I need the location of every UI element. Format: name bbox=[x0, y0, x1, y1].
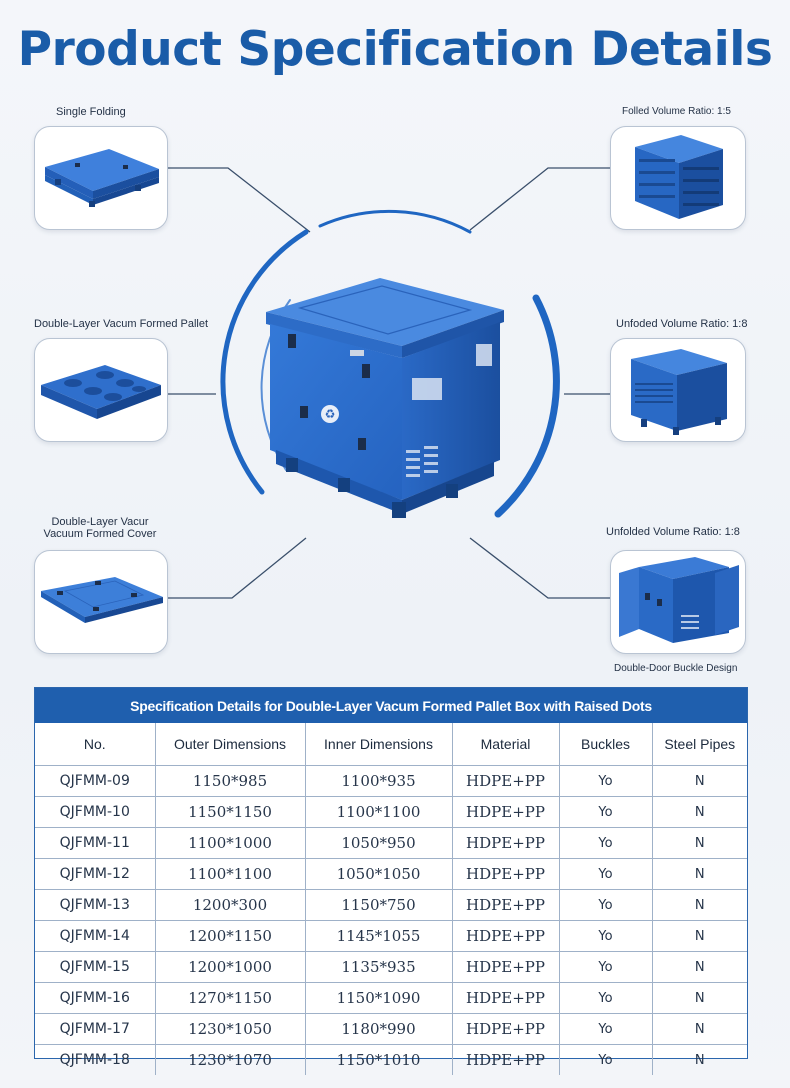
table-cell: QJFMM-18 bbox=[35, 1045, 155, 1076]
spec-grid bbox=[35, 723, 747, 1075]
svg-text:♻: ♻ bbox=[324, 407, 336, 421]
table-cell: QJFMM-10 bbox=[35, 797, 155, 828]
thumb-pallet bbox=[34, 338, 168, 442]
arc-top bbox=[320, 211, 470, 232]
label-single-folding: Single Folding bbox=[56, 106, 126, 118]
table-cell: 1100*1000 bbox=[155, 828, 305, 859]
table-cell: HDPE+PP bbox=[452, 890, 559, 921]
table-cell: QJFMM-17 bbox=[35, 1014, 155, 1045]
table-cell: 1230*1070 bbox=[155, 1045, 305, 1076]
table-cell: Yo bbox=[559, 952, 652, 983]
col-steel-pipes: Steel Pipes bbox=[652, 723, 747, 766]
table-cell: 1050*950 bbox=[305, 828, 452, 859]
connector-folded-ratio bbox=[470, 168, 610, 230]
table-cell: QJFMM-12 bbox=[35, 859, 155, 890]
table-row bbox=[35, 797, 747, 828]
connector-double-door bbox=[470, 538, 610, 598]
table-cell: 1230*1050 bbox=[155, 1014, 305, 1045]
col-inner: Inner Dimensions bbox=[305, 723, 452, 766]
table-row bbox=[35, 1014, 747, 1045]
thumb-unfolded-ratio-1 bbox=[610, 338, 746, 442]
table-cell: HDPE+PP bbox=[452, 921, 559, 952]
label-cover-line1: Double-Layer Vacur bbox=[51, 516, 149, 528]
table-cell: HDPE+PP bbox=[452, 952, 559, 983]
table-cell: N bbox=[652, 952, 747, 983]
table-cell: HDPE+PP bbox=[452, 859, 559, 890]
table-cell: Yo bbox=[559, 828, 652, 859]
table-cell: N bbox=[652, 983, 747, 1014]
table-cell: 1180*990 bbox=[305, 1014, 452, 1045]
spec-table-title: Specification Details for Double-Layer Vacum Formed Pallet Box with Raised Dots bbox=[35, 688, 747, 723]
table-cell: HDPE+PP bbox=[452, 828, 559, 859]
table-cell: 1135*935 bbox=[305, 952, 452, 983]
table-cell: 1150*985 bbox=[155, 766, 305, 797]
spec-header-row bbox=[35, 723, 747, 766]
table-cell: 1150*1150 bbox=[155, 797, 305, 828]
table-cell: QJFMM-15 bbox=[35, 952, 155, 983]
table-cell: HDPE+PP bbox=[452, 983, 559, 1014]
table-row bbox=[35, 859, 747, 890]
table-cell: N bbox=[652, 766, 747, 797]
table-cell: 1150*1090 bbox=[305, 983, 452, 1014]
col-buckles: Buckles bbox=[559, 723, 652, 766]
pallet-box-image bbox=[262, 274, 512, 530]
table-row bbox=[35, 766, 747, 797]
table-cell: Yo bbox=[559, 797, 652, 828]
table-row bbox=[35, 952, 747, 983]
table-cell: QJFMM-11 bbox=[35, 828, 155, 859]
table-cell: Yo bbox=[559, 1045, 652, 1076]
table-cell: 1200*1000 bbox=[155, 952, 305, 983]
table-row bbox=[35, 890, 747, 921]
table-cell: Yo bbox=[559, 766, 652, 797]
thumb-folded-ratio bbox=[610, 126, 746, 230]
table-row bbox=[35, 1045, 747, 1076]
table-cell: N bbox=[652, 890, 747, 921]
table-cell: 1200*300 bbox=[155, 890, 305, 921]
table-cell: 1270*1150 bbox=[155, 983, 305, 1014]
table-cell: HDPE+PP bbox=[452, 766, 559, 797]
table-cell: QJFMM-16 bbox=[35, 983, 155, 1014]
table-cell: N bbox=[652, 797, 747, 828]
table-cell: N bbox=[652, 921, 747, 952]
table-cell: Yo bbox=[559, 890, 652, 921]
table-cell: Yo bbox=[559, 1014, 652, 1045]
table-cell: N bbox=[652, 828, 747, 859]
table-row bbox=[35, 828, 747, 859]
label-cover-line2: Vacuum Formed Cover bbox=[43, 528, 157, 540]
table-cell: N bbox=[694, 1052, 705, 1068]
connector-cover bbox=[166, 538, 306, 598]
table-cell: QJFMM-09 bbox=[35, 766, 155, 797]
label-cover bbox=[34, 516, 166, 540]
thumb-cover bbox=[34, 550, 168, 654]
table-cell: HDPE+PP bbox=[452, 1045, 559, 1076]
table-cell: HDPE+PP bbox=[452, 797, 559, 828]
label-unfolded-ratio-1: Unfoded Volume Ratio: 1:8 bbox=[616, 318, 748, 330]
connector-single-folding bbox=[166, 168, 310, 232]
label-folded-ratio: Folled Volume Ratio: 1:5 bbox=[622, 106, 731, 117]
thumb-single-folding bbox=[34, 126, 168, 230]
table-cell: 1200*1150 bbox=[155, 921, 305, 952]
label-unfolded-ratio-2: Unfolded Volume Ratio: 1:8 bbox=[606, 526, 740, 538]
spec-table bbox=[34, 687, 748, 1069]
table-cell: 1100*1100 bbox=[305, 797, 452, 828]
table-cell: QJFMM-14 bbox=[35, 921, 155, 952]
table-cell: Yo bbox=[559, 859, 652, 890]
page-title: Product Specification Details bbox=[17, 22, 773, 77]
table-cell: Yo bbox=[559, 921, 652, 952]
label-pallet: Double-Layer Vacum Formed Pallet bbox=[34, 318, 209, 330]
label-double-door: Double-Door Buckle Design bbox=[614, 663, 738, 674]
table-cell: N bbox=[652, 859, 747, 890]
table-cell: 1145*1055 bbox=[305, 921, 452, 952]
col-no: No. bbox=[35, 723, 155, 766]
table-cell: N bbox=[652, 1014, 747, 1045]
table-cell: 1100*1100 bbox=[155, 859, 305, 890]
table-cell: HDPE+PP bbox=[452, 1014, 559, 1045]
col-material: Material bbox=[452, 723, 559, 766]
table-cell: QJFMM-13 bbox=[35, 890, 155, 921]
table-cell: 1100*935 bbox=[305, 766, 452, 797]
table-cell: 1150*750 bbox=[305, 890, 452, 921]
table-row bbox=[35, 921, 747, 952]
thumb-double-door bbox=[610, 550, 746, 654]
table-cell: Yo bbox=[559, 983, 652, 1014]
table-cell: 1150*1010 bbox=[305, 1045, 452, 1076]
table-cell: 1050*1050 bbox=[305, 859, 452, 890]
table-row bbox=[35, 983, 747, 1014]
col-outer: Outer Dimensions bbox=[155, 723, 305, 766]
